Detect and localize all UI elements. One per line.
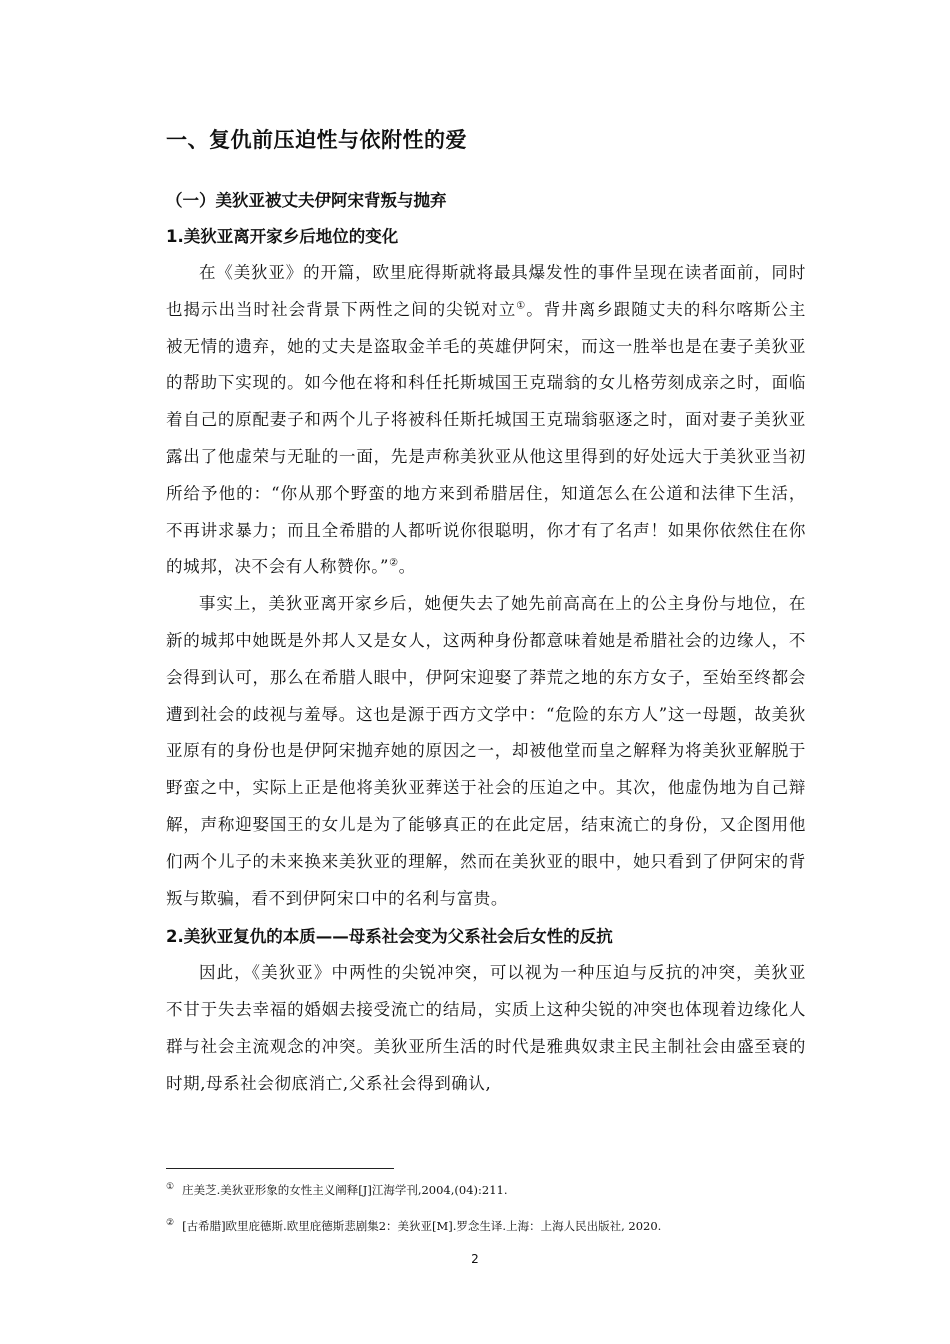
- footnote-mark: ②: [166, 1217, 175, 1228]
- paragraph: [166, 255, 806, 586]
- paragraph-text: 在《美狄亚》的开篇，欧里庇得斯就将最具爆发性的事件呈现在读者面前，同时也揭示出当时社会背景下两性之间的尖锐对立: [166, 263, 806, 319]
- footnote-divider: [166, 1168, 394, 1169]
- section-heading: （一）美狄亚被丈夫伊阿宋背叛与抛弃: [166, 191, 447, 210]
- subsection-heading-1: 1.美狄亚离开家乡后地位的变化: [166, 227, 399, 246]
- chapter-heading: 一、复仇前压迫性与依附性的爱: [166, 128, 467, 152]
- paragraph-text: 。: [398, 557, 416, 577]
- subsection-heading-2: 2.美狄亚复仇的本质——母系社会变为父系社会后女性的反抗: [166, 927, 613, 947]
- paragraph: 事实上，美狄亚离开家乡后，她便失去了她先前高高在上的公主身份与地位，在新的城邦中她既是外邦人又是女人，这两种身份都意味着她是希腊社会的边缘人，不会得到认可，那么在希腊人眼中，伊阿宋迎娶了莽荒之地的东方女子，至始至终都会遭到社会的歧视与羞辱。这也是源于西方文学中：“危险的东方人”这一母题，故美狄亚原有的身份也是伊阿宋抛弃她的原因之一，却被他堂而皇之解释为将美狄亚解脱于野蛮之中，实际上正是他将美狄亚葬送于社会的压迫之中。其次，他虚伪地为自己辩解，声称迎娶国王的女儿是为了能够真正的在此定居，结束流亡的身份，又企图用他们两个儿子的未来换来美狄亚的理解，然而在美狄亚的眼中，她只看到了伊阿宋的背叛与欺骗，看不到伊阿宋口中的名利与富贵。: [166, 594, 806, 908]
- footnote-item: [166, 1216, 826, 1233]
- body-content: [166, 122, 806, 1103]
- footnote-mark: ①: [166, 1182, 175, 1192]
- footnote-ref[interactable]: ②: [389, 557, 399, 569]
- paragraph-text: 。背井离乡跟随丈夫的科尔喀斯公主被无情的遗弃，她的丈夫是盗取金羊毛的英雄伊阿宋，而这一胜举也是在妻子美狄亚的帮助下实现的。如今他在将和科任托斯城国王克瑞翁的女儿格劳刻成亲之时，面临着自己的原配妻子和两个儿子将被科任斯托城国王克瑞翁驱逐之时，面对妻子美狄亚露出了他虚荣与无耻的一面，先是声称美狄亚从他这里得到的好处远大于美狄亚当初所给予他的：“你从那个野蛮的地方来到希腊居住，知道怎么在公道和法律下生活，不再讲求暴力；而且全希腊的人都听说你很聪明，你才有了名声！如果你依然住在你的城邦，决不会有人称赞你。”: [166, 299, 806, 577]
- footnote-item: [166, 1180, 826, 1197]
- paragraph: 因此，《美狄亚》中两性的尖锐冲突，可以视为一种压迫与反抗的冲突，美狄亚不甘于失去幸福的婚姻去接受流亡的结局，实质上这种尖锐的冲突也体现着边缘化人群与社会主流观念的冲突。美狄亚所生活的时代是雅典奴隶主民主制社会由盛至衰的时期,母系社会彻底消亡,父系社会得到确认,: [166, 963, 806, 1093]
- footnotes: [166, 1180, 826, 1252]
- page-number: 2: [471, 1252, 479, 1266]
- footnote-text: 庄美芝.美狄亚形象的女性主义阐释[J]江海学刊,2004,(04):211.: [182, 1182, 508, 1197]
- footnote-ref[interactable]: ①: [516, 300, 527, 312]
- footnote-text: [古希腊]欧里庇德斯.欧里庇德斯悲剧集2：美狄亚[M].罗念生译.上海：上海人民出版社, 2020.: [182, 1218, 662, 1233]
